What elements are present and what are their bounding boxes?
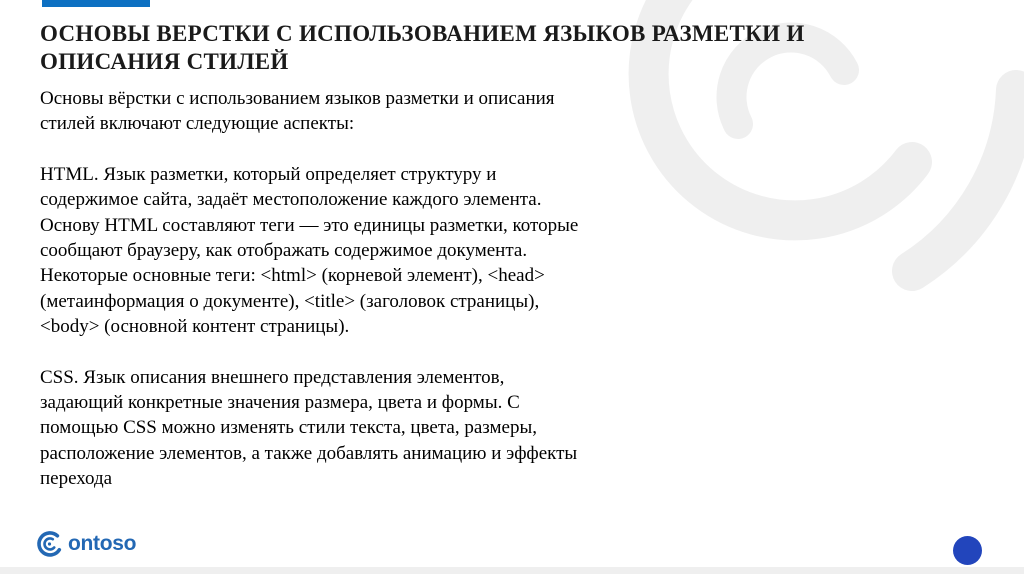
footer-divider bbox=[0, 567, 1024, 574]
contoso-logo-text: ontoso bbox=[68, 532, 137, 555]
logo-center-dot bbox=[48, 542, 51, 545]
slide-title bbox=[40, 20, 940, 76]
watermark-outer-arc bbox=[912, 90, 1016, 271]
body-paragraph-html: HTML. Язык разметки, который определяет структуру и содержимое сайта, задаёт местоположение каждого элемента. Основу HTML составляют теги — это единицы разметки, которые сообщают браузеру, как отображать содержимое документа. Некоторые основные теги: <html> (корневой элемент), <head> (метаинформация о документе), <title> (заголовок страницы), <body> (основной контент страницы). bbox=[40, 163, 579, 338]
contoso-logo-mark-icon bbox=[36, 529, 66, 559]
slide-title-line-2: ОПИСАНИЯ СТИЛЕЙ bbox=[40, 49, 289, 74]
contoso-logo bbox=[36, 529, 136, 559]
blue-dot-icon bbox=[951, 534, 984, 567]
slide-title-line-1: ОСНОВЫ ВЕРСТКИ С ИСПОЛЬЗОВАНИЕМ ЯЗЫКОВ РАЗМЕТКИ И bbox=[40, 21, 805, 46]
slide-body bbox=[40, 86, 580, 517]
body-paragraph-intro: Основы вёрстки с использованием языков разметки и описания стилей включают следующие аспекты: bbox=[40, 88, 555, 135]
blue-dot-circle bbox=[953, 536, 982, 565]
body-paragraph-css: CSS. Язык описания внешнего представления элементов, задающий конкретные значения размера, цвета и формы. С помощью CSS можно изменять стили текста, цвета, размеры, расположение элементов, а также добавлять анимацию и эффекты перехода bbox=[40, 366, 578, 490]
